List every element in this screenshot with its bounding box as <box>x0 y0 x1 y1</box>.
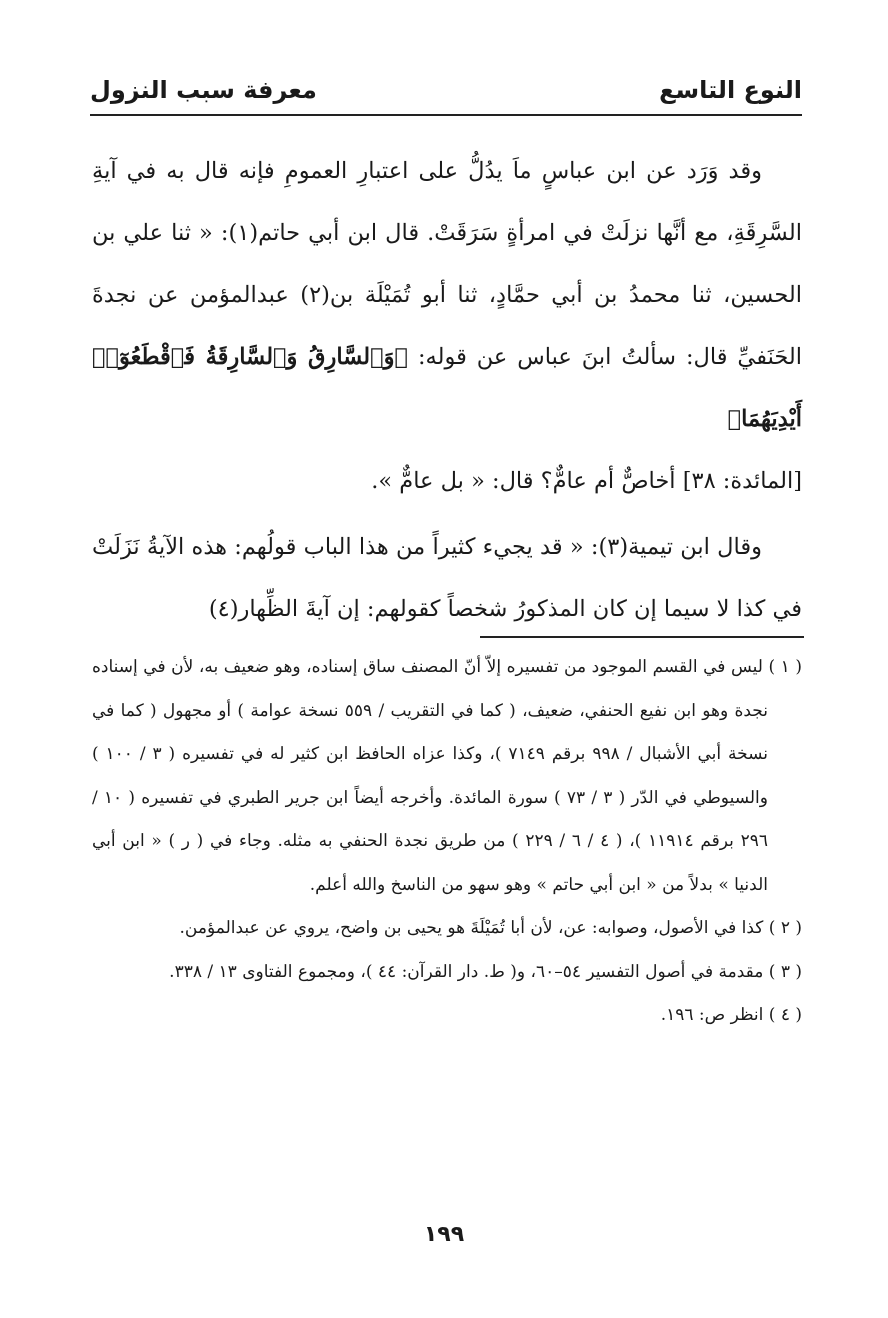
page-number: ١٩٩ <box>423 1222 465 1247</box>
paragraph-2-text: وقال ابن تيمية(٣): « قد يجيء كثيراً من هذا الباب قولُهم: هذه الآيةُ نَزَلَتْ في كذا لا سيما إن كان المذكورُ شخصاً كقولهم: إن آيةَ الظِّهار(٤) <box>92 534 802 622</box>
header-rule <box>90 114 802 116</box>
quran-verse: ﴿وَٱلسَّارِقُ وَٱلسَّارِقَةُ فَٱقْطَعُوٓا۟ أَيْدِيَهُمَا﴾ <box>92 344 802 432</box>
paragraph-1-text: وقد وَرَد عن ابن عباسٍ ماَ يدُلُّ على اعتبارِ العمومِ فإنه قال به في آيةِ السَّرِقَةِ، مع أنَّها نزلَتْ في امرأةٍ سَرَقَتْ. قال ابن أبي حاتم(١): « ثنا علي بن الحسين، ثنا محمدُ بن أبي حمَّادٍ، ثنا أبو تُمَيْلَة بن(٢) عبدالمؤمن عن نجدةَ الحَنَفيِّ قال: سألتُ ابنَ عباس عن قوله: <box>92 158 803 370</box>
running-header <box>90 68 802 112</box>
footnote-4: ( ٤ ) انظر ص: ١٩٦. <box>660 1005 802 1025</box>
topic-label: معرفة سبب النزول <box>90 76 317 104</box>
footnotes <box>92 646 802 1038</box>
chapter-label: النوع التاسع <box>659 76 802 104</box>
footnote-1: ( ١ ) ليس في القسم الموجود من تفسيره إلاّ أنّ المصنف ساق إسناده، وهو ضعيف به، لأن في إسناده نجدة وهو ابن نفيع الحنفي، ضعيف، ( كما في التقريب / ٥٥٩ نسخة عوامة ) أو مجهول ( كما في نسخة أبي الأشبال / ٩٩٨ برقم ٧١٤٩ )، وكذا عزاه الحافظ ابن كثير له في تفسيره ( ٣ / ١٠٠ ) والسيوطي في الدّر ( ٣ / ٧٣ ) سورة المائدة. وأخرجه أيضاً ابن جرير الطبري في تفسيره ( ١٠ / ٢٩٦ برقم ١١٩١٤ )، ( ٤ / ٦ / ٢٢٩ ) من طريق نجدة الحنفي به مثله. وجاء في ( ر ) « ابن أبي الدنيا » بدلاً من « ابن أبي حاتم » وهو سهو من الناسخ والله أعلم. <box>92 657 802 895</box>
body-paragraph-2 <box>92 516 802 640</box>
footnote-3: ( ٣ ) مقدمة في أصول التفسير ٥٤–٦٠، و( ط. دار القرآن: ٤٤ )، ومجموع الفتاوى ١٣ / ٣٣٨. <box>169 961 802 982</box>
paragraph-1-end: [المائدة: ٣٨] أخاصٌّ أم عامٌّ؟ قال: « بل عامٌّ ». <box>371 468 802 494</box>
main-text <box>92 140 802 640</box>
footnote-separator <box>480 636 804 638</box>
body-paragraph-1 <box>92 140 802 512</box>
footnote-2: ( ٢ ) كذا في الأصول، وصوابه: عن، لأن أبا تُمَيْلَةَ هو يحيى بن واضح، يروي عن عبدالمؤمن. <box>179 918 802 938</box>
